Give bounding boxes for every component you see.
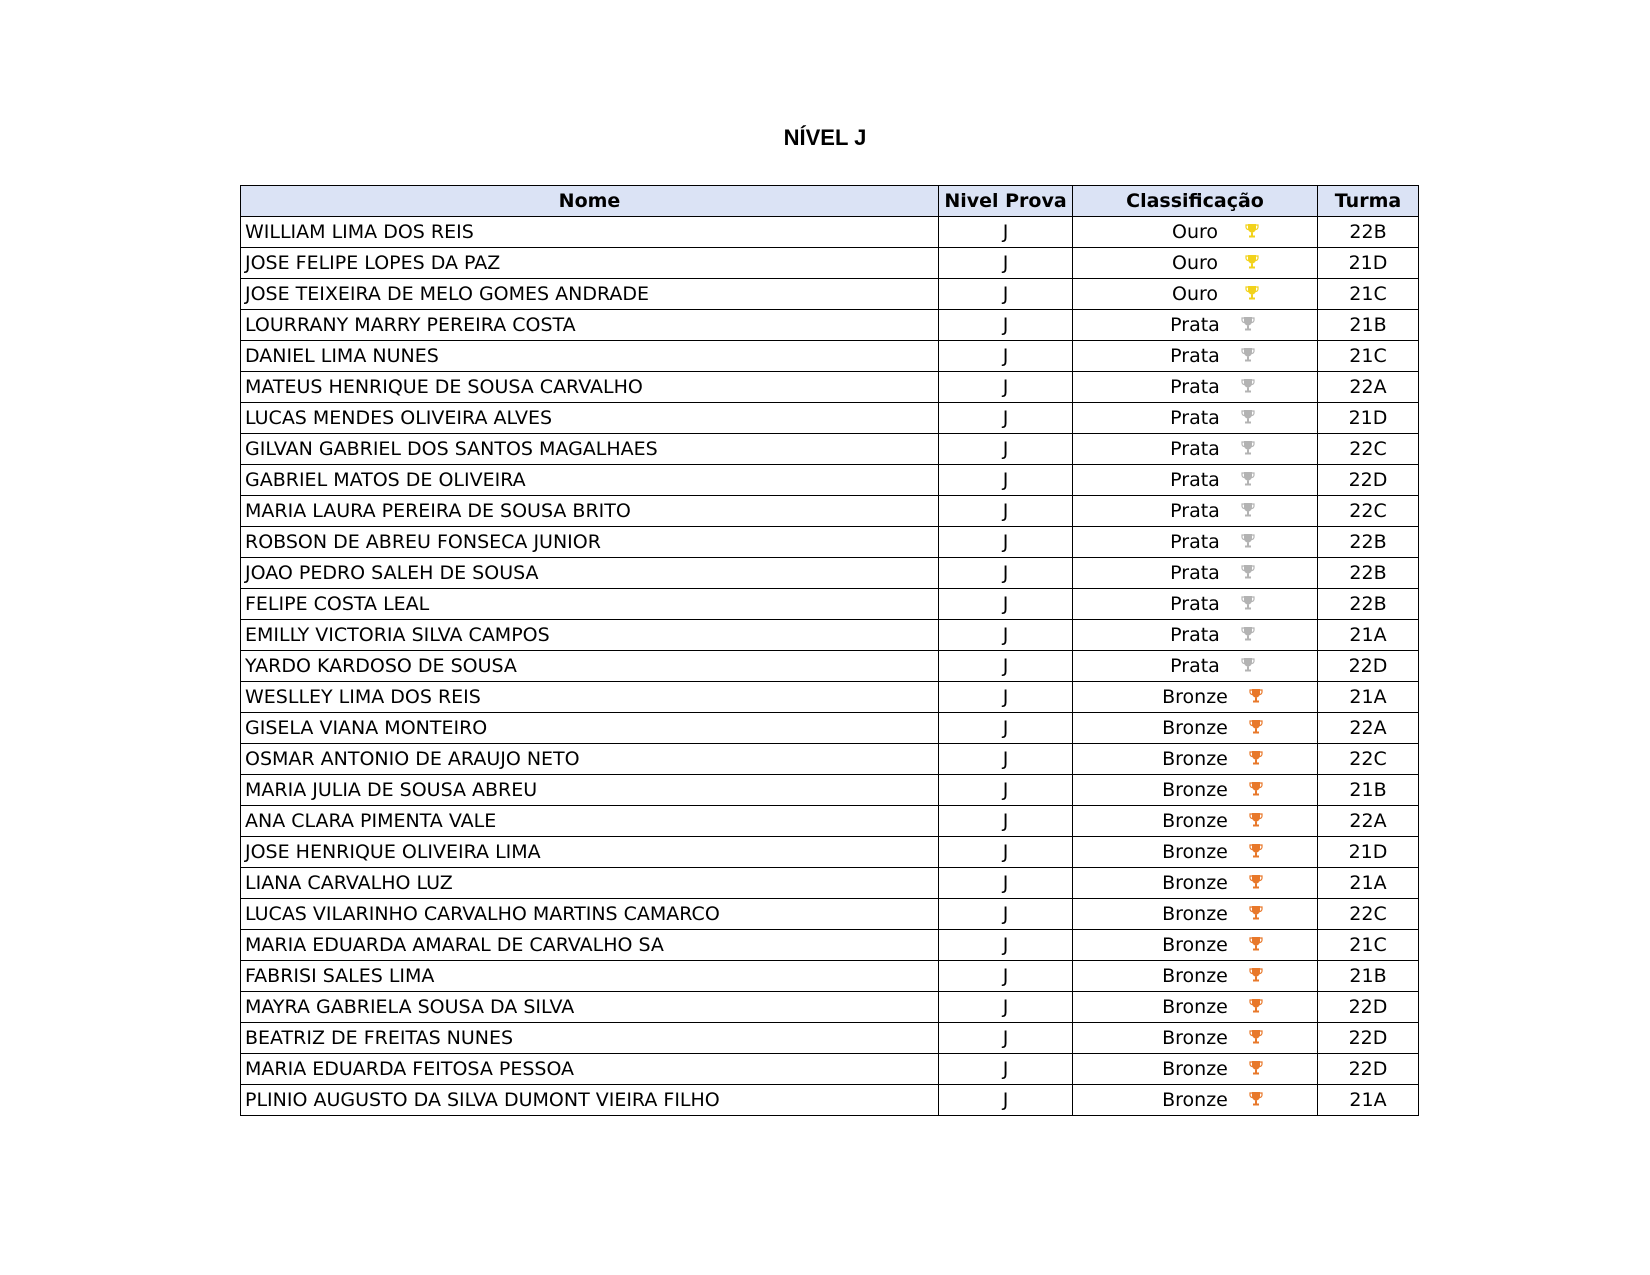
medal-label: Prata xyxy=(1170,500,1220,522)
trophy-icon xyxy=(1245,285,1259,301)
cell-classificacao xyxy=(1073,620,1318,651)
cell-nivel-prova: J xyxy=(939,682,1073,713)
cell-nivel-prova: J xyxy=(939,558,1073,589)
cell-classificacao xyxy=(1073,279,1318,310)
cell-nivel-prova: J xyxy=(939,279,1073,310)
medal-label: Ouro xyxy=(1171,252,1218,274)
trophy-icon xyxy=(1249,905,1263,921)
cell-turma: 22B xyxy=(1318,558,1419,589)
cell-classificacao xyxy=(1073,899,1318,930)
cell-nome: DANIEL LIMA NUNES xyxy=(241,341,939,372)
cell-turma: 22C xyxy=(1318,434,1419,465)
cell-turma: 22C xyxy=(1318,744,1419,775)
cell-classificacao xyxy=(1073,403,1318,434)
medal-label: Bronze xyxy=(1162,717,1228,739)
medal-label: Bronze xyxy=(1162,903,1228,925)
cell-nivel-prova: J xyxy=(939,341,1073,372)
cell-nome: JOAO PEDRO SALEH DE SOUSA xyxy=(241,558,939,589)
medal-label: Prata xyxy=(1170,345,1220,367)
cell-turma: 22D xyxy=(1318,1054,1419,1085)
cell-nivel-prova: J xyxy=(939,217,1073,248)
table-row xyxy=(241,434,1419,465)
trophy-icon xyxy=(1249,843,1263,859)
column-header-nivel-prova: Nivel Prova xyxy=(939,186,1073,217)
trophy-icon xyxy=(1249,936,1263,952)
trophy-icon xyxy=(1249,1029,1263,1045)
column-header-nome: Nome xyxy=(241,186,939,217)
trophy-icon xyxy=(1245,223,1259,239)
cell-nivel-prova: J xyxy=(939,899,1073,930)
cell-classificacao xyxy=(1073,775,1318,806)
trophy-icon xyxy=(1249,781,1263,797)
cell-classificacao xyxy=(1073,527,1318,558)
trophy-icon xyxy=(1241,440,1255,456)
table-row xyxy=(241,713,1419,744)
cell-nome: JOSE FELIPE LOPES DA PAZ xyxy=(241,248,939,279)
cell-turma: 21C xyxy=(1318,279,1419,310)
cell-nome: FABRISI SALES LIMA xyxy=(241,961,939,992)
cell-nivel-prova: J xyxy=(939,961,1073,992)
cell-classificacao xyxy=(1073,1023,1318,1054)
table-row xyxy=(241,1023,1419,1054)
table-row xyxy=(241,558,1419,589)
table-row xyxy=(241,620,1419,651)
medal-label: Bronze xyxy=(1162,1027,1228,1049)
table-row xyxy=(241,1054,1419,1085)
cell-classificacao xyxy=(1073,961,1318,992)
cell-nome: JOSE TEIXEIRA DE MELO GOMES ANDRADE xyxy=(241,279,939,310)
table-body xyxy=(241,217,1419,1116)
medal-label: Prata xyxy=(1170,593,1220,615)
cell-turma: 21A xyxy=(1318,682,1419,713)
cell-turma: 22B xyxy=(1318,527,1419,558)
cell-nome: OSMAR ANTONIO DE ARAUJO NETO xyxy=(241,744,939,775)
cell-classificacao xyxy=(1073,496,1318,527)
medal-label: Prata xyxy=(1170,562,1220,584)
table-row xyxy=(241,341,1419,372)
cell-turma: 22A xyxy=(1318,806,1419,837)
cell-nome: GABRIEL MATOS DE OLIVEIRA xyxy=(241,465,939,496)
table-row xyxy=(241,589,1419,620)
cell-turma: 22A xyxy=(1318,372,1419,403)
table-row xyxy=(241,527,1419,558)
medal-label: Bronze xyxy=(1162,810,1228,832)
cell-turma: 22C xyxy=(1318,496,1419,527)
trophy-icon xyxy=(1241,471,1255,487)
cell-nome: GILVAN GABRIEL DOS SANTOS MAGALHAES xyxy=(241,434,939,465)
table-row xyxy=(241,651,1419,682)
medal-label: Bronze xyxy=(1162,965,1228,987)
cell-nivel-prova: J xyxy=(939,1023,1073,1054)
table-row xyxy=(241,868,1419,899)
cell-classificacao xyxy=(1073,372,1318,403)
cell-classificacao xyxy=(1073,868,1318,899)
cell-nome: ROBSON DE ABREU FONSECA JUNIOR xyxy=(241,527,939,558)
column-header-turma: Turma xyxy=(1318,186,1419,217)
trophy-icon xyxy=(1245,254,1259,270)
trophy-icon xyxy=(1241,564,1255,580)
cell-nome: JOSE HENRIQUE OLIVEIRA LIMA xyxy=(241,837,939,868)
cell-turma: 21A xyxy=(1318,868,1419,899)
medal-label: Bronze xyxy=(1162,686,1228,708)
trophy-icon xyxy=(1241,316,1255,332)
cell-turma: 22D xyxy=(1318,992,1419,1023)
trophy-icon xyxy=(1241,657,1255,673)
cell-nome: BEATRIZ DE FREITAS NUNES xyxy=(241,1023,939,1054)
cell-nome: MARIA LAURA PEREIRA DE SOUSA BRITO xyxy=(241,496,939,527)
table-row xyxy=(241,744,1419,775)
cell-nome: YARDO KARDOSO DE SOUSA xyxy=(241,651,939,682)
medal-label: Bronze xyxy=(1162,748,1228,770)
medal-label: Prata xyxy=(1170,376,1220,398)
cell-classificacao xyxy=(1073,589,1318,620)
trophy-icon xyxy=(1249,1091,1263,1107)
cell-classificacao xyxy=(1073,806,1318,837)
cell-nome: PLINIO AUGUSTO DA SILVA DUMONT VIEIRA FILHO xyxy=(241,1085,939,1116)
page-title: NÍVEL J xyxy=(783,125,867,150)
table-row xyxy=(241,372,1419,403)
trophy-icon xyxy=(1241,502,1255,518)
table-row xyxy=(241,775,1419,806)
results-table xyxy=(240,185,1419,1116)
medal-label: Bronze xyxy=(1162,872,1228,894)
table-row xyxy=(241,403,1419,434)
cell-turma: 22B xyxy=(1318,217,1419,248)
cell-nome: MAYRA GABRIELA SOUSA DA SILVA xyxy=(241,992,939,1023)
cell-nivel-prova: J xyxy=(939,868,1073,899)
trophy-icon xyxy=(1249,688,1263,704)
medal-label: Bronze xyxy=(1162,841,1228,863)
cell-nome: LUCAS MENDES OLIVEIRA ALVES xyxy=(241,403,939,434)
table-row xyxy=(241,992,1419,1023)
trophy-icon xyxy=(1241,533,1255,549)
cell-classificacao xyxy=(1073,434,1318,465)
cell-nivel-prova: J xyxy=(939,806,1073,837)
cell-turma: 22D xyxy=(1318,1023,1419,1054)
cell-classificacao xyxy=(1073,992,1318,1023)
cell-turma: 21A xyxy=(1318,620,1419,651)
cell-turma: 21B xyxy=(1318,310,1419,341)
table-row xyxy=(241,1085,1419,1116)
cell-nivel-prova: J xyxy=(939,248,1073,279)
cell-classificacao xyxy=(1073,310,1318,341)
cell-nivel-prova: J xyxy=(939,372,1073,403)
medal-label: Prata xyxy=(1170,407,1220,429)
table-row xyxy=(241,961,1419,992)
cell-turma: 21C xyxy=(1318,930,1419,961)
medal-label: Bronze xyxy=(1162,996,1228,1018)
cell-nivel-prova: J xyxy=(939,1054,1073,1085)
medal-label: Bronze xyxy=(1162,1058,1228,1080)
cell-nivel-prova: J xyxy=(939,744,1073,775)
cell-nome: LOURRANY MARRY PEREIRA COSTA xyxy=(241,310,939,341)
cell-turma: 22B xyxy=(1318,589,1419,620)
cell-classificacao xyxy=(1073,837,1318,868)
table-row xyxy=(241,806,1419,837)
cell-classificacao xyxy=(1073,713,1318,744)
cell-classificacao xyxy=(1073,1054,1318,1085)
trophy-icon xyxy=(1249,812,1263,828)
medal-label: Prata xyxy=(1170,655,1220,677)
medal-label: Ouro xyxy=(1171,221,1218,243)
trophy-icon xyxy=(1249,719,1263,735)
cell-turma: 22C xyxy=(1318,899,1419,930)
cell-turma: 21C xyxy=(1318,341,1419,372)
medal-label: Bronze xyxy=(1162,779,1228,801)
trophy-icon xyxy=(1249,874,1263,890)
cell-turma: 21D xyxy=(1318,248,1419,279)
table-row xyxy=(241,310,1419,341)
medal-label: Prata xyxy=(1170,531,1220,553)
table-header-row xyxy=(241,186,1419,217)
cell-classificacao xyxy=(1073,651,1318,682)
cell-turma: 21B xyxy=(1318,961,1419,992)
trophy-icon xyxy=(1249,1060,1263,1076)
cell-nivel-prova: J xyxy=(939,589,1073,620)
trophy-icon xyxy=(1249,998,1263,1014)
cell-nivel-prova: J xyxy=(939,434,1073,465)
cell-nivel-prova: J xyxy=(939,620,1073,651)
table-row xyxy=(241,496,1419,527)
trophy-icon xyxy=(1241,595,1255,611)
cell-nivel-prova: J xyxy=(939,992,1073,1023)
cell-classificacao xyxy=(1073,1085,1318,1116)
cell-nivel-prova: J xyxy=(939,713,1073,744)
cell-turma: 22A xyxy=(1318,713,1419,744)
cell-turma: 21B xyxy=(1318,775,1419,806)
cell-classificacao xyxy=(1073,465,1318,496)
medal-label: Ouro xyxy=(1171,283,1218,305)
cell-nome: WILLIAM LIMA DOS REIS xyxy=(241,217,939,248)
trophy-icon xyxy=(1241,347,1255,363)
table-row xyxy=(241,837,1419,868)
cell-nivel-prova: J xyxy=(939,496,1073,527)
cell-nome: WESLLEY LIMA DOS REIS xyxy=(241,682,939,713)
medal-label: Bronze xyxy=(1162,1089,1228,1111)
table-row xyxy=(241,217,1419,248)
cell-classificacao xyxy=(1073,217,1318,248)
medal-label: Prata xyxy=(1170,438,1220,460)
cell-nome: MARIA JULIA DE SOUSA ABREU xyxy=(241,775,939,806)
medal-label: Prata xyxy=(1170,314,1220,336)
trophy-icon xyxy=(1249,967,1263,983)
trophy-icon xyxy=(1241,378,1255,394)
table-row xyxy=(241,465,1419,496)
cell-turma: 21D xyxy=(1318,837,1419,868)
table-row xyxy=(241,279,1419,310)
cell-classificacao xyxy=(1073,248,1318,279)
cell-nome: LIANA CARVALHO LUZ xyxy=(241,868,939,899)
cell-nivel-prova: J xyxy=(939,1085,1073,1116)
cell-nivel-prova: J xyxy=(939,403,1073,434)
table-row xyxy=(241,682,1419,713)
trophy-icon xyxy=(1241,409,1255,425)
table-row xyxy=(241,899,1419,930)
cell-nome: EMILLY VICTORIA SILVA CAMPOS xyxy=(241,620,939,651)
column-header-classificacao: Classificação xyxy=(1073,186,1318,217)
cell-nome: MATEUS HENRIQUE DE SOUSA CARVALHO xyxy=(241,372,939,403)
cell-nivel-prova: J xyxy=(939,465,1073,496)
trophy-icon xyxy=(1241,626,1255,642)
cell-nivel-prova: J xyxy=(939,930,1073,961)
table-row xyxy=(241,248,1419,279)
cell-nome: GISELA VIANA MONTEIRO xyxy=(241,713,939,744)
cell-turma: 22D xyxy=(1318,465,1419,496)
cell-nivel-prova: J xyxy=(939,651,1073,682)
cell-nome: LUCAS VILARINHO CARVALHO MARTINS CAMARCO xyxy=(241,899,939,930)
cell-turma: 21A xyxy=(1318,1085,1419,1116)
medal-label: Prata xyxy=(1170,624,1220,646)
cell-nome: MARIA EDUARDA AMARAL DE CARVALHO SA xyxy=(241,930,939,961)
medal-label: Prata xyxy=(1170,469,1220,491)
cell-classificacao xyxy=(1073,558,1318,589)
cell-nome: FELIPE COSTA LEAL xyxy=(241,589,939,620)
cell-nivel-prova: J xyxy=(939,837,1073,868)
cell-turma: 21D xyxy=(1318,403,1419,434)
cell-classificacao xyxy=(1073,744,1318,775)
cell-classificacao xyxy=(1073,930,1318,961)
cell-turma: 22D xyxy=(1318,651,1419,682)
table-row xyxy=(241,930,1419,961)
cell-nivel-prova: J xyxy=(939,310,1073,341)
cell-nivel-prova: J xyxy=(939,527,1073,558)
medal-label: Bronze xyxy=(1162,934,1228,956)
cell-classificacao xyxy=(1073,682,1318,713)
trophy-icon xyxy=(1249,750,1263,766)
cell-nivel-prova: J xyxy=(939,775,1073,806)
cell-nome: ANA CLARA PIMENTA VALE xyxy=(241,806,939,837)
cell-classificacao xyxy=(1073,341,1318,372)
cell-nome: MARIA EDUARDA FEITOSA PESSOA xyxy=(241,1054,939,1085)
